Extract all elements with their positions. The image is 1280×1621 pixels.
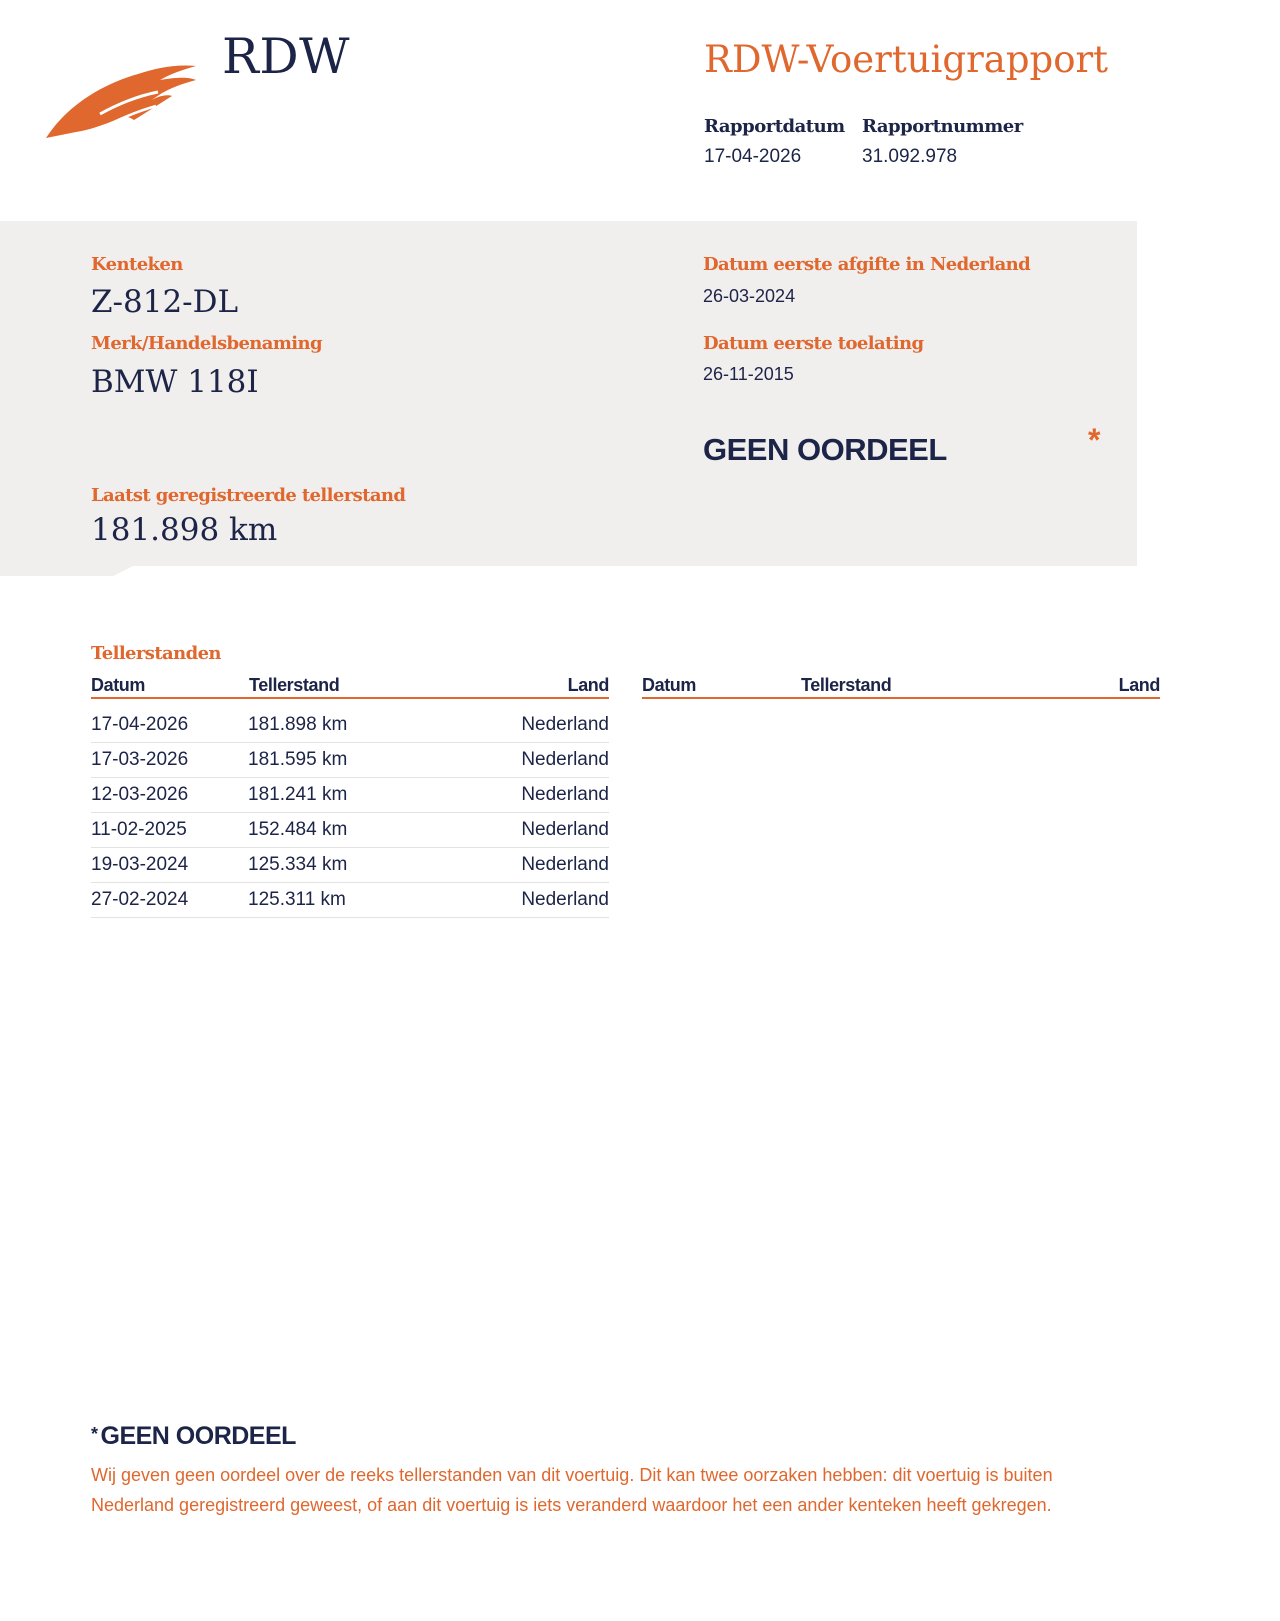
odometer-label: Laatst geregistreerde tellerstand bbox=[91, 485, 406, 506]
rdw-logo-text: RDW bbox=[222, 28, 351, 85]
header-rule bbox=[91, 697, 609, 699]
first-registration-nl-label: Datum eerste afgifte in Nederland bbox=[703, 254, 1031, 275]
column-header-date: Datum bbox=[91, 675, 146, 695]
reading-date: 17-03-2026 bbox=[91, 749, 189, 770]
reading-km: 181.898 km bbox=[248, 714, 348, 735]
report-number-label: Rapportnummer bbox=[862, 116, 1023, 137]
header-rule-2 bbox=[642, 697, 1160, 699]
report-title: RDW-Voertuigrapport bbox=[704, 38, 1109, 81]
report-date-value: 17-04-2026 bbox=[704, 146, 802, 167]
verdict-badge: GEEN OORDEEL bbox=[703, 432, 947, 467]
reading-km: 125.311 km bbox=[248, 889, 346, 910]
plate-value: Z-812-DL bbox=[91, 284, 239, 320]
column-header-country: Land bbox=[567, 675, 609, 695]
reading-country: Nederland bbox=[521, 749, 609, 770]
reading-date: 11-02-2025 bbox=[91, 819, 187, 840]
rdw-feather-logo-icon bbox=[46, 58, 196, 140]
note-heading bbox=[91, 1422, 296, 1451]
table-row bbox=[91, 777, 609, 813]
first-registration-nl-value: 26-03-2024 bbox=[703, 286, 796, 306]
table-row bbox=[91, 812, 609, 848]
note-asterisk: * bbox=[91, 1424, 98, 1444]
first-admission-label: Datum eerste toelating bbox=[703, 333, 924, 354]
reading-country: Nederland bbox=[521, 854, 609, 875]
brand-label: Merk/Handelsbenaming bbox=[91, 333, 323, 354]
readings-title: Tellerstanden bbox=[91, 643, 221, 664]
plate-label: Kenteken bbox=[91, 254, 183, 275]
first-admission-value: 26-11-2015 bbox=[703, 364, 794, 384]
report-number-value: 31.092.978 bbox=[862, 146, 958, 167]
reading-date: 19-03-2024 bbox=[91, 854, 189, 875]
note-heading-text: GEEN OORDEEL bbox=[100, 1422, 296, 1450]
table-row bbox=[91, 847, 609, 883]
reading-km: 125.334 km bbox=[248, 854, 348, 875]
table-row bbox=[91, 882, 609, 918]
reading-km: 181.595 km bbox=[248, 749, 348, 770]
reading-country: Nederland bbox=[521, 889, 609, 910]
reading-country: Nederland bbox=[521, 819, 609, 840]
verdict-asterisk: * bbox=[1088, 422, 1101, 458]
column-header-reading-2: Tellerstand bbox=[801, 675, 892, 695]
report-date-label: Rapportdatum bbox=[704, 116, 845, 137]
column-header-date-2: Datum bbox=[642, 675, 697, 695]
reading-km: 181.241 km bbox=[248, 784, 348, 805]
reading-country: Nederland bbox=[521, 784, 609, 805]
table-row bbox=[91, 707, 609, 743]
reading-date: 17-04-2026 bbox=[91, 714, 189, 735]
brand-value: BMW 118I bbox=[91, 364, 259, 400]
table-row bbox=[91, 742, 609, 778]
note-text: Wij geven geen oordeel over de reeks tellerstanden van dit voertuig. Dit kan twee oorzaken hebben: dit voertuig is buiten Nederland geregistreerd geweest, of aan dit voertuig is iets veranderd waardoor het een ander kenteken heeft gekregen. bbox=[91, 1465, 1053, 1515]
column-header-country-2: Land bbox=[1118, 675, 1160, 695]
reading-country: Nederland bbox=[521, 714, 609, 735]
odometer-value: 181.898 km bbox=[91, 512, 278, 548]
reading-date: 27-02-2024 bbox=[91, 889, 189, 910]
column-header-reading: Tellerstand bbox=[249, 675, 340, 695]
reading-km: 152.484 km bbox=[248, 819, 348, 840]
reading-date: 12-03-2026 bbox=[91, 784, 189, 805]
